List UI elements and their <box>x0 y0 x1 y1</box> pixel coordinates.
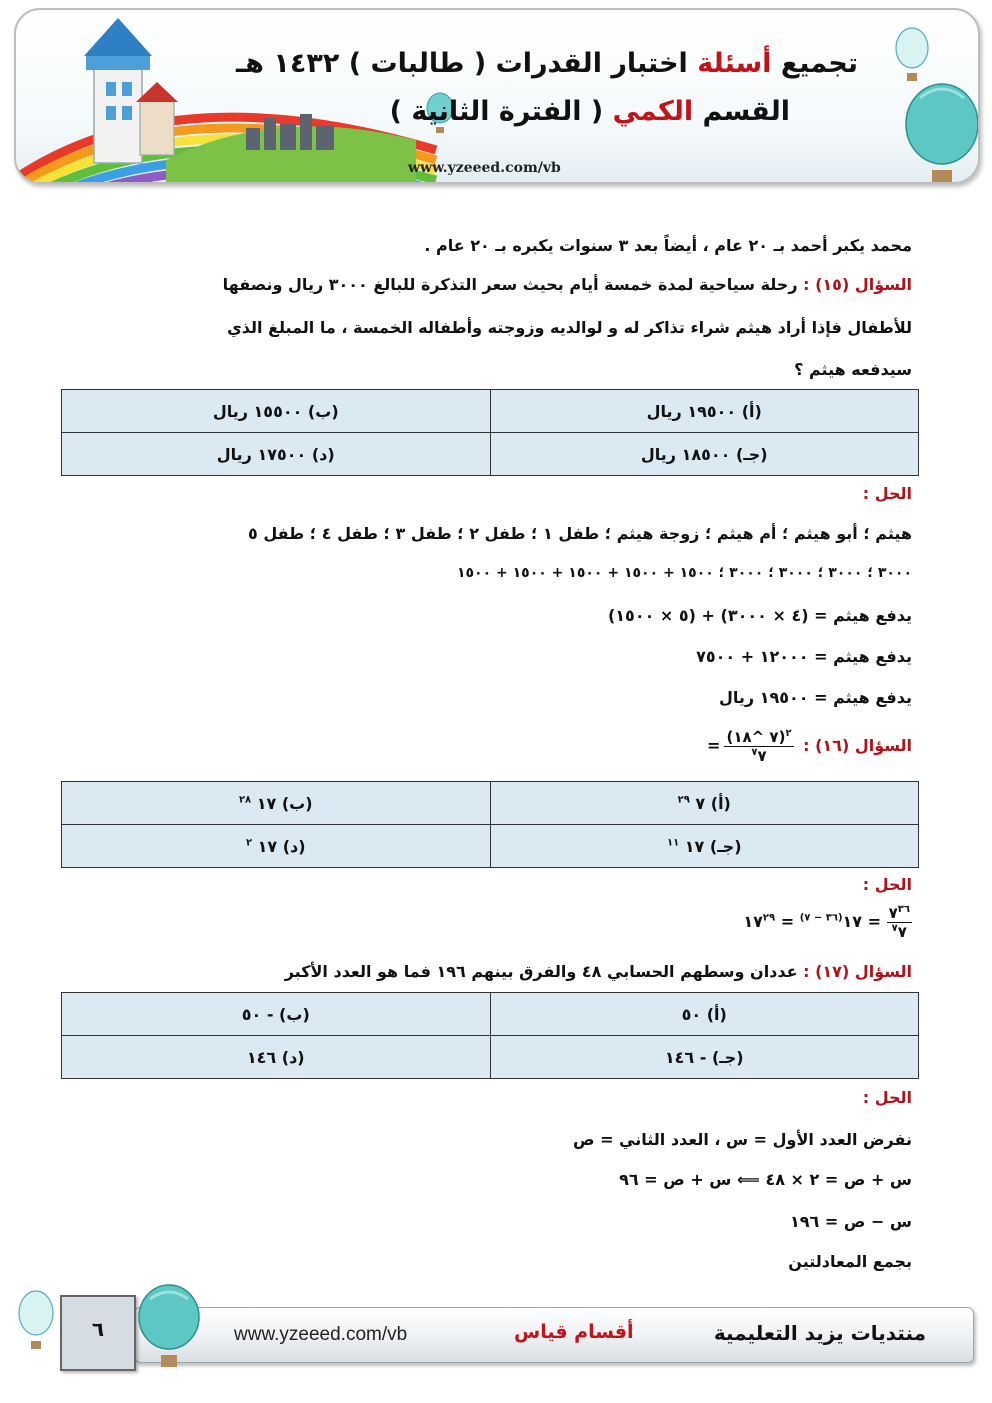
solution-15-line5: يدفع هيثم = ١٩٥٠٠ ريال <box>719 688 912 707</box>
solution-16-fraction <box>887 904 912 941</box>
question-16-label: السؤال (١٦) : <box>803 736 912 755</box>
option-d: (د) ١٧ $^٢$ <box>62 825 491 868</box>
solution-15-line2: ٣٠٠٠ ؛ ٣٠٠٠ ؛ ٣٠٠٠ ؛ ٣٠٠٠ ؛ ١٥٠٠ + ١٥٠٠ + ١٥٠٠ + ١٥٠٠ + ١٥٠٠ <box>456 565 912 581</box>
page-number: ٦ <box>91 1317 105 1341</box>
option-c: (جـ) ١٨٥٠٠ ريال <box>490 433 919 476</box>
question-16-line: السؤال (١٦) : (٧ ^١٨)$^٢$ $^٧$٧ = <box>707 728 912 765</box>
fraction-numerator: $٧^{٣٦}$ <box>888 904 910 922</box>
solution-17-line3: س − ص = ١٩٦ <box>790 1212 912 1231</box>
solution-17-line4: بجمع المعادلتين <box>788 1252 912 1271</box>
option-a: (أ) ١٩٥٠٠ ريال <box>490 390 919 433</box>
option-c: (جـ) - ١٤٦ <box>490 1036 919 1079</box>
page-number-box <box>60 1295 136 1371</box>
solution-15-line4: يدفع هيثم = ١٢٠٠٠ + ٧٥٠٠ <box>696 647 912 666</box>
solution-16-label: الحل : <box>862 875 912 894</box>
solution-15-line3: يدفع هيثم = (٤ × ٣٠٠٠) + (٥ × ١٥٠٠) <box>607 606 912 625</box>
question-15-options <box>61 389 919 476</box>
solution-15-line1: هيثم ؛ أبو هيثم ؛ أم هيثم ؛ زوجة هيثم ؛ طفل ١ ؛ طفل ٢ ؛ طفل ٣ ؛ طفل ٤ ؛ طفل ٥ <box>247 524 912 543</box>
question-15-label: السؤال (١٥) : <box>803 275 912 294</box>
balloon-large-graphic <box>906 84 978 182</box>
question-15-line1: السؤال (١٥) : رحلة سياحية لمدة خمسة أيام بحيث سعر التذكرة للبالغ ٣٠٠٠ ريال ونصفها <box>222 275 912 294</box>
question-16-options <box>61 781 919 868</box>
footer-url: www.yzeeed.com/vb <box>234 1324 408 1345</box>
footer-site-name: منتديات يزيد التعليمية <box>713 1321 926 1345</box>
option-a: (أ) ٥٠ <box>490 993 919 1036</box>
header-title-line1: تجميع أسئلة اختبار القدرات ( طالبات ) ١٤٣٢ هـ <box>236 48 858 79</box>
fraction-denominator: $^٧$٧ <box>751 747 767 765</box>
balloon-footer-icon <box>134 1283 204 1375</box>
solution-17-line1: نفرض العدد الأول = س ، العدد الثاني = ص <box>572 1130 912 1149</box>
question-17-options <box>61 992 919 1079</box>
question-17-label: السؤال (١٧) : <box>803 962 912 981</box>
option-a: (أ) ٧ $^{٢٩}$ <box>490 782 919 825</box>
option-b: (ب) - ٥٠ <box>62 993 491 1036</box>
balloon-top-right-graphic <box>896 28 928 81</box>
option-c: (جـ) ١٧ $^{١١}$ <box>490 825 919 868</box>
balloon-footer-left-icon <box>14 1287 60 1367</box>
option-d: (د) ١٤٦ <box>62 1036 491 1079</box>
question-15-line2: للأطفال فإذا أراد هيثم شراء تذاكر له و لوالديه وزوجته وأطفاله الخمسة ، ما المبلغ الذي <box>227 318 912 337</box>
header-title-line2: القسم الكمي ( الفترة الثانية ) <box>389 96 790 127</box>
option-b: (ب) ١٥٥٠٠ ريال <box>62 390 491 433</box>
solution-15-label: الحل : <box>862 484 912 503</box>
fraction-numerator: (٧ ^١٨)$^٢$ <box>726 728 792 746</box>
fraction-denominator: $^٧$٧ <box>891 923 907 941</box>
tower-graphic <box>84 18 178 163</box>
question-15-line3: سيدفعه هيثم ؟ <box>794 360 912 379</box>
footer <box>14 1305 976 1365</box>
solution-17-line2: س + ص = ٢ × ٤٨ ⟸ س + ص = ٩٦ <box>619 1170 912 1189</box>
header-banner <box>14 8 980 184</box>
option-d: (د) ١٧٥٠٠ ريال <box>62 433 491 476</box>
question-16-fraction <box>724 728 793 765</box>
footer-section: أقسام قياس <box>514 1321 634 1343</box>
solution-17-label: الحل : <box>862 1088 912 1107</box>
option-b: (ب) ١٧ $^{٢٨}$ <box>62 782 491 825</box>
previous-solution-line: محمد يكبر أحمد بـ ٢٠ عام ، أيضاً بعد ٣ سنوات يكبره بـ ٢٠ عام . <box>424 236 912 255</box>
solution-16-line: $٧^{٣٦}$ $^٧$٧ = $١٧^{(٣٦ - ٧)}$ = $١٧^{٢٩}$ <box>743 904 910 941</box>
question-17-line: السؤال (١٧) : عددان وسطهم الحسابي ٤٨ والفرق بينهم ١٩٦ فما هو العدد الأكبر <box>284 962 912 981</box>
header-url: www.yzeeed.com/vb <box>408 160 561 176</box>
